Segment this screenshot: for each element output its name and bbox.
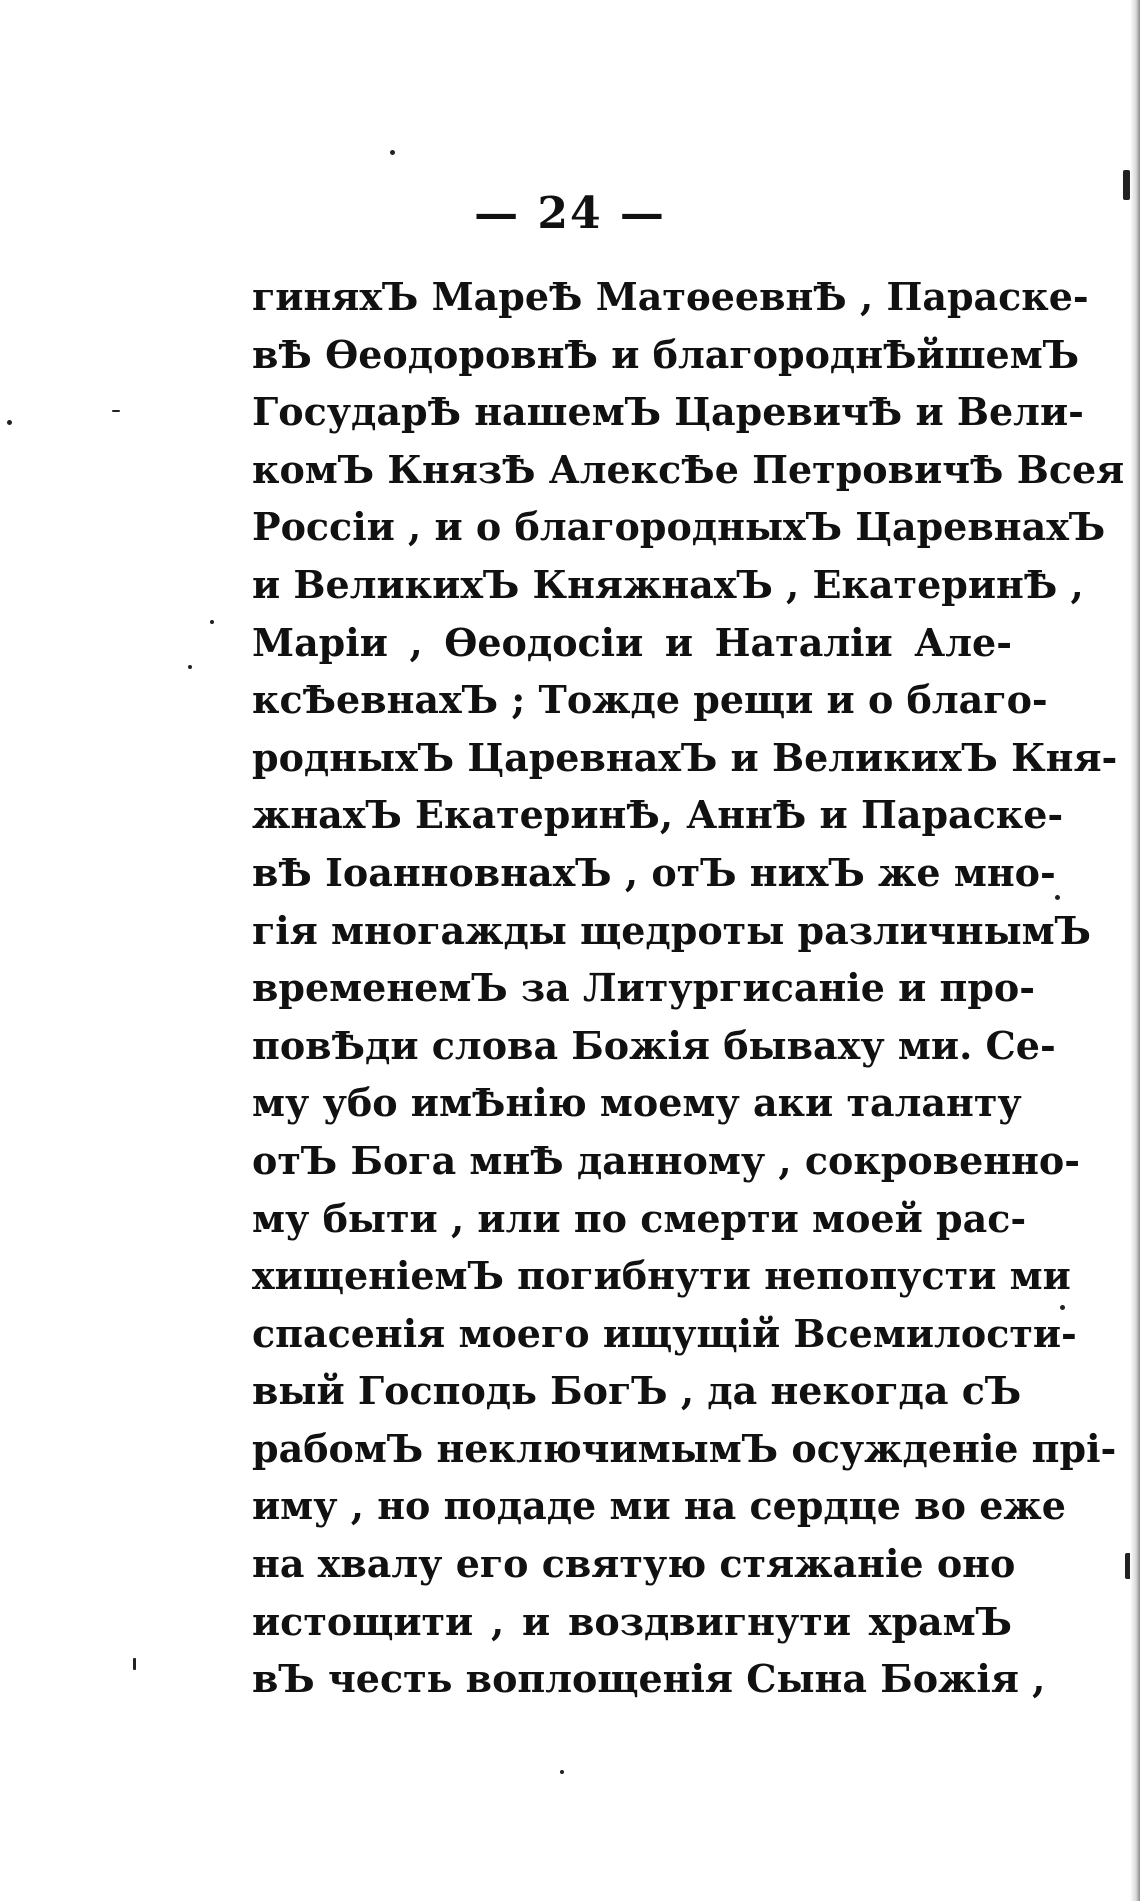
text-line: ксѢевнахЪ ; Тожде рещи и о благо- xyxy=(252,677,1048,723)
text-line: ГосударѢ нашемЪ ЦаревичѢ и Вели- xyxy=(252,389,1084,435)
text-line: хищеніемЪ погибнути непопусти ми xyxy=(252,1253,1071,1299)
text-line: истощити , и воздвигнути храмЪ xyxy=(252,1598,1012,1644)
text-line: вый Господь БогЪ , да некогда сЪ xyxy=(252,1368,1022,1414)
scan-speck xyxy=(133,1658,136,1670)
scan-speck xyxy=(188,665,192,669)
body-text xyxy=(252,268,1125,1708)
text-line: повѢди слова Божія бываху ми. Се- xyxy=(252,1022,1056,1068)
scan-speck xyxy=(1055,895,1060,900)
scan-speck xyxy=(1060,1305,1065,1310)
text-line: рабомЪ неключимымЪ осужденіе прі- xyxy=(252,1425,1117,1471)
scan-speck xyxy=(1123,170,1130,200)
text-line: иму , но подаде ми на сердце во еже xyxy=(252,1483,1066,1529)
scan-speck xyxy=(210,620,214,624)
scan-speck xyxy=(390,150,395,155)
text-line: жнахЪ ЕкатеринѢ, АннѢ и Параске- xyxy=(252,792,1064,838)
text-line: спасенія моего ищущій Всемилости- xyxy=(252,1310,1077,1356)
text-line: вѢ ѲеодоровнѢ и благороднѢйшемЪ xyxy=(252,331,1080,377)
scan-speck xyxy=(560,1770,564,1774)
text-line: отЪ Бога мнѢ данному , сокровенно- xyxy=(252,1137,1081,1183)
scan-speck xyxy=(7,420,12,425)
text-line: вѢ ІоанновнахЪ , отЪ нихЪ же мно- xyxy=(252,849,1056,895)
text-line: и ВеликихЪ КняжнахЪ , ЕкатеринѢ , xyxy=(252,561,1084,607)
text-line: временемЪ за Литургисаніе и про- xyxy=(252,965,1036,1011)
text-line: Маріи , Ѳеодосіи и Наталіи Але- xyxy=(252,619,1012,665)
text-line: вЪ честь воплощенія Сына Божія , xyxy=(252,1656,1046,1702)
page-edge xyxy=(1130,0,1140,1901)
text-line: гія многажды щедроты различнымЪ xyxy=(252,907,1092,953)
text-line: Россіи , и о благородныхЪ ЦаревнахЪ xyxy=(252,504,1106,550)
text-line: му быти , или по смерти моей рас- xyxy=(252,1195,1027,1241)
text-line: гиняхЪ МареѢ МатѳеевнѢ , Параске- xyxy=(252,274,1089,319)
text-line: му убо имѢнію моему аки таланту xyxy=(252,1080,1022,1126)
text-line: комЪ КнязѢ АлексѢе ПетровичѢ Всея xyxy=(252,446,1125,492)
text-line: на хвалу его святую стяжаніе оно xyxy=(252,1541,1016,1587)
page-number: — 24 — xyxy=(474,188,666,239)
scan-speck xyxy=(112,410,120,412)
text-line: родныхЪ ЦаревнахЪ и ВеликихЪ Кня- xyxy=(252,734,1118,780)
